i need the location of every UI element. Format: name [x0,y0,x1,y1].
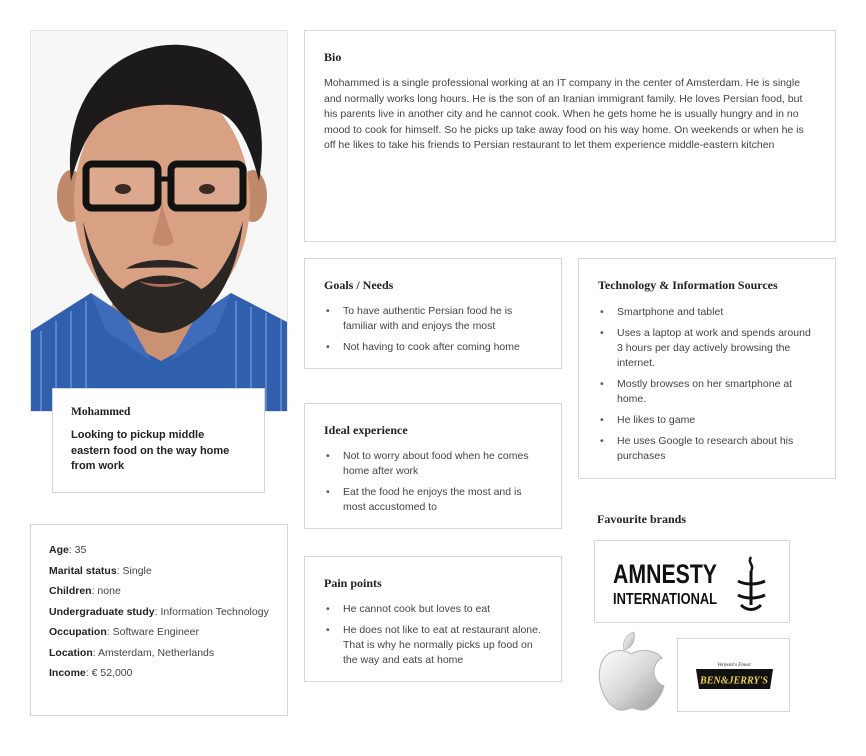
info-location: Location: Amsterdam, Netherlands [49,646,215,659]
persona-name: Mohammed [71,406,131,418]
technology-title: Technology & Information Sources [598,278,778,292]
info-income: Income: € 52,000 [49,667,133,679]
bio-card [304,30,836,242]
candle-icon [738,557,765,610]
ideal-experience-card [304,403,562,529]
info-undergraduate-study: Undergraduate study: Information Technology [49,605,269,618]
info-occupation: Occupation: Software Engineer [49,626,199,638]
list-item: • He cannot cook but loves to eat [324,602,542,617]
brands-title: Favourite brands [597,512,687,526]
persona-tagline: Looking to pickup middle eastern food on the way home from work [71,429,230,472]
apple-icon [594,626,668,714]
list-item: • Mostly browses on her smartphone at home. [598,377,816,407]
info-marital-status: Marital status: Single [49,564,152,577]
technology-card [578,258,836,479]
persona-portrait-image [31,31,288,412]
apple-logo [594,626,668,714]
amnesty-logo [594,540,790,623]
list-item: • Not having to cook after coming home [324,340,542,355]
persona-photo [30,30,288,412]
amnesty-logo-image [595,541,791,624]
persona-name-card [52,388,265,493]
svg-text:AMNESTY: AMNESTY [613,559,717,589]
goals-card [304,258,562,369]
list-item: • Smartphone and tablet [598,305,816,320]
list-item: • To have authentic Persian food he is familiar with and enjoys the most [324,304,542,334]
goals-title: Goals / Needs [324,278,394,292]
svg-text:BEN&JERRY'S: BEN&JERRY'S [698,675,769,687]
svg-text:INTERNATIONAL: INTERNATIONAL [613,591,718,608]
info-age: Age: 35 [49,544,87,556]
bio-text: Mohammed is a single professional working at an IT company in the center of Amsterdam. He is single and normally works long hours. He is the son of an Iranian immigrant family. He loves Persian food, but his parents live in another city and he cannot cook. When he gets home he is usually hungry and in no mood to cook for himself. So he picks up take away food on his way home. On weekends or when he is off he likes to take his friends to Persian restaurant to let them experience middle-eastern kitchen [324,77,804,151]
bio-title: Bio [324,50,342,64]
ben-and-jerrys-logo-image [678,639,791,713]
list-item: • He uses Google to research about his purchases [598,434,816,464]
pain-points-title: Pain points [324,576,382,590]
list-item: • Uses a laptop at work and spends around 3 hours per day actively browsing the internet. [598,326,816,371]
ben-and-jerrys-logo [677,638,790,712]
list-item: • Not to worry about food when he comes home after work [324,449,542,479]
ideal-experience-title: Ideal experience [324,423,408,437]
list-item: • Eat the food he enjoys the most and is most accustomed to [324,485,542,515]
list-item: • He does not like to eat at restaurant alone. That is why he normally picks up food on the way and eats at home [324,623,542,668]
pain-points-card [304,556,562,682]
svg-text:Vermont's Finest: Vermont's Finest [717,663,751,668]
demographics-card [30,524,288,716]
list-item: • He likes to game [598,413,816,428]
info-children: Children: none [49,585,121,597]
